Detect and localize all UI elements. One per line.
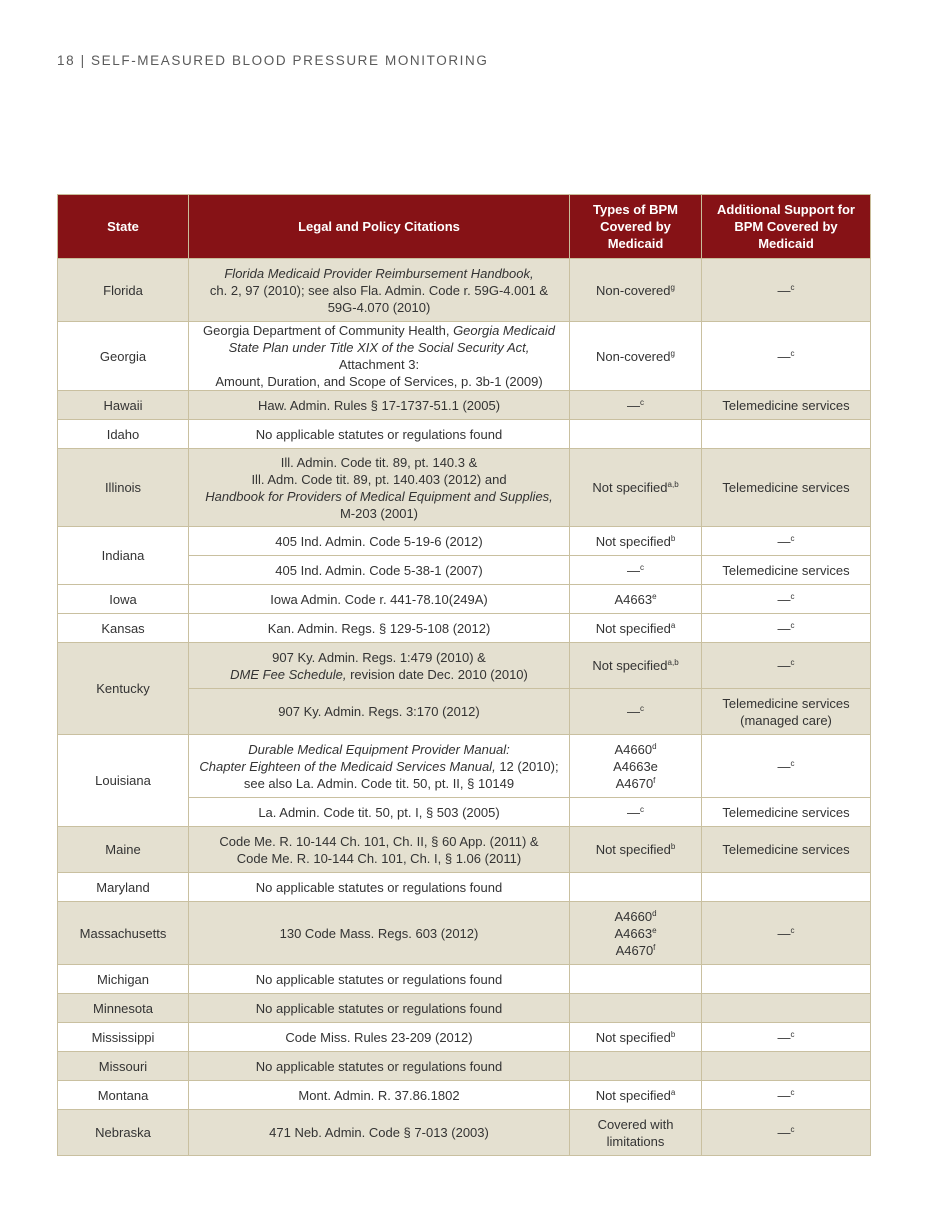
citation-cell: Mont. Admin. R. 37.86.1802	[189, 1081, 570, 1110]
state-cell: Louisiana	[58, 735, 189, 827]
support-cell: Telemedicine services	[702, 827, 871, 873]
citation-cell: 130 Code Mass. Regs. 603 (2012)	[189, 902, 570, 965]
table-row	[58, 391, 871, 420]
type-cell: —$^c$	[570, 689, 702, 735]
citation-cell: 405 Ind. Admin. Code 5-38-1 (2007)	[189, 556, 570, 585]
citation-cell: No applicable statutes or regulations found	[189, 873, 570, 902]
state-cell: Maine	[58, 827, 189, 873]
type-cell	[570, 965, 702, 994]
state-cell: Massachusetts	[58, 902, 189, 965]
citation-cell: No applicable statutes or regulations found	[189, 1052, 570, 1081]
table-row	[58, 735, 871, 798]
type-cell: Covered with limitations	[570, 1110, 702, 1156]
table-row	[58, 902, 871, 965]
table-row	[58, 1081, 871, 1110]
type-cell: —$^c$	[570, 556, 702, 585]
support-cell	[702, 965, 871, 994]
support-cell	[702, 420, 871, 449]
type-cell: Not specified$^{a,b}$	[570, 643, 702, 689]
support-cell: Telemedicine services	[702, 798, 871, 827]
support-cell: Telemedicine services	[702, 391, 871, 420]
citation-cell: Ill. Admin. Code tit. 89, pt. 140.3 & Ill. Adm. Code tit. 89, pt. 140.403 (2012) and Handbook for Providers of Medical Equipment and Supplies, M-203 (2001)	[189, 449, 570, 527]
state-cell: Iowa	[58, 585, 189, 614]
citation-cell: 471 Neb. Admin. Code § 7-013 (2003)	[189, 1110, 570, 1156]
table-row	[58, 527, 871, 556]
citation-cell: Durable Medical Equipment Provider Manual: Chapter Eighteen of the Medicaid Services Manual, 12 (2010); see also La. Admin. Code tit. 50, pt. II, § 10149	[189, 735, 570, 798]
state-cell: Florida	[58, 259, 189, 322]
type-cell: —$^c$	[570, 391, 702, 420]
type-cell: A4660$^d$ A4663e A4670$^f$	[570, 902, 702, 965]
citation-cell: 907 Ky. Admin. Regs. 3:170 (2012)	[189, 689, 570, 735]
table-row	[58, 1110, 871, 1156]
state-cell: Indiana	[58, 527, 189, 585]
state-cell: Illinois	[58, 449, 189, 527]
support-cell: Telemedicine services	[702, 449, 871, 527]
table-row	[58, 1052, 871, 1081]
table-row	[58, 449, 871, 527]
type-cell: Not specified$^b$	[570, 1023, 702, 1052]
type-cell	[570, 420, 702, 449]
header-citations: Legal and Policy Citations	[189, 195, 570, 259]
support-cell: —$^c$	[702, 643, 871, 689]
type-cell	[570, 1052, 702, 1081]
support-cell: —$^c$	[702, 322, 871, 391]
support-cell	[702, 873, 871, 902]
support-cell: —$^c$	[702, 585, 871, 614]
table-row	[58, 827, 871, 873]
support-cell: Telemedicine services (managed care)	[702, 689, 871, 735]
table-row	[58, 259, 871, 322]
citation-cell: No applicable statutes or regulations found	[189, 965, 570, 994]
table-row	[58, 965, 871, 994]
type-cell: Non-covered$^g$	[570, 322, 702, 391]
citation-cell: 405 Ind. Admin. Code 5-19-6 (2012)	[189, 527, 570, 556]
running-head: 18 | SELF-MEASURED BLOOD PRESSURE MONITORING	[57, 53, 489, 68]
citation-cell: No applicable statutes or regulations found	[189, 994, 570, 1023]
type-cell	[570, 994, 702, 1023]
state-cell: Kentucky	[58, 643, 189, 735]
support-cell: —$^c$	[702, 527, 871, 556]
header-state: State	[58, 195, 189, 259]
state-cell: Montana	[58, 1081, 189, 1110]
state-cell: Idaho	[58, 420, 189, 449]
table-row	[58, 322, 871, 391]
table-row	[58, 643, 871, 689]
citation-cell: Kan. Admin. Regs. § 129-5-108 (2012)	[189, 614, 570, 643]
type-cell: Non-covered$^g$	[570, 259, 702, 322]
table-row	[58, 1023, 871, 1052]
citation-cell: Iowa Admin. Code r. 441-78.10(249A)	[189, 585, 570, 614]
support-cell: —$^c$	[702, 1023, 871, 1052]
table-row	[58, 614, 871, 643]
table-row	[58, 585, 871, 614]
bpm-coverage-table	[57, 194, 871, 1156]
citation-cell: Georgia Department of Community Health, Georgia Medicaid State Plan under Title XIX of the Social Security Act, Attachment 3: Amount, Duration, and Scope of Services, p. 3b-1 (2009)	[189, 322, 570, 391]
support-cell: —$^c$	[702, 614, 871, 643]
support-cell: Telemedicine services	[702, 556, 871, 585]
table-row	[58, 873, 871, 902]
support-cell: —$^c$	[702, 259, 871, 322]
header-types: Types of BPM Covered by Medicaid	[570, 195, 702, 259]
state-cell: Mississippi	[58, 1023, 189, 1052]
support-cell	[702, 994, 871, 1023]
table-header-row	[58, 195, 871, 259]
state-cell: Kansas	[58, 614, 189, 643]
type-cell: —$^c$	[570, 798, 702, 827]
citation-cell: Florida Medicaid Provider Reimbursement Handbook, ch. 2, 97 (2010); see also Fla. Admin. Code r. 59G-4.001 & 59G-4.070 (2010)	[189, 259, 570, 322]
support-cell: —$^c$	[702, 1110, 871, 1156]
citation-cell: Haw. Admin. Rules § 17-1737-51.1 (2005)	[189, 391, 570, 420]
citation-cell: 907 Ky. Admin. Regs. 1:479 (2010) & DME Fee Schedule, revision date Dec. 2010 (2010)	[189, 643, 570, 689]
type-cell	[570, 873, 702, 902]
type-cell: A4663e	[570, 585, 702, 614]
citation-cell: Code Me. R. 10-144 Ch. 101, Ch. II, § 60 App. (2011) & Code Me. R. 10-144 Ch. 101, Ch. I, § 1.06 (2011)	[189, 827, 570, 873]
type-cell: Not specified$^{a,b}$	[570, 449, 702, 527]
type-cell: Not specified$^a$	[570, 1081, 702, 1110]
type-cell: Not specified$^b$	[570, 827, 702, 873]
type-cell: A4660$^d$ A4663e A4670$^f$	[570, 735, 702, 798]
state-cell: Georgia	[58, 322, 189, 391]
citation-cell: No applicable statutes or regulations found	[189, 420, 570, 449]
state-cell: Maryland	[58, 873, 189, 902]
citation-cell: La. Admin. Code tit. 50, pt. I, § 503 (2005)	[189, 798, 570, 827]
state-cell: Nebraska	[58, 1110, 189, 1156]
support-cell: —$^c$	[702, 1081, 871, 1110]
citation-cell: Code Miss. Rules 23-209 (2012)	[189, 1023, 570, 1052]
support-cell: —$^c$	[702, 735, 871, 798]
table-row	[58, 420, 871, 449]
type-cell: Not specified$^b$	[570, 527, 702, 556]
table-row	[58, 994, 871, 1023]
support-cell: —$^c$	[702, 902, 871, 965]
state-cell: Hawaii	[58, 391, 189, 420]
state-cell: Michigan	[58, 965, 189, 994]
state-cell: Minnesota	[58, 994, 189, 1023]
type-cell: Not specified$^a$	[570, 614, 702, 643]
support-cell	[702, 1052, 871, 1081]
header-support: Additional Support for BPM Covered by Medicaid	[702, 195, 871, 259]
state-cell: Missouri	[58, 1052, 189, 1081]
